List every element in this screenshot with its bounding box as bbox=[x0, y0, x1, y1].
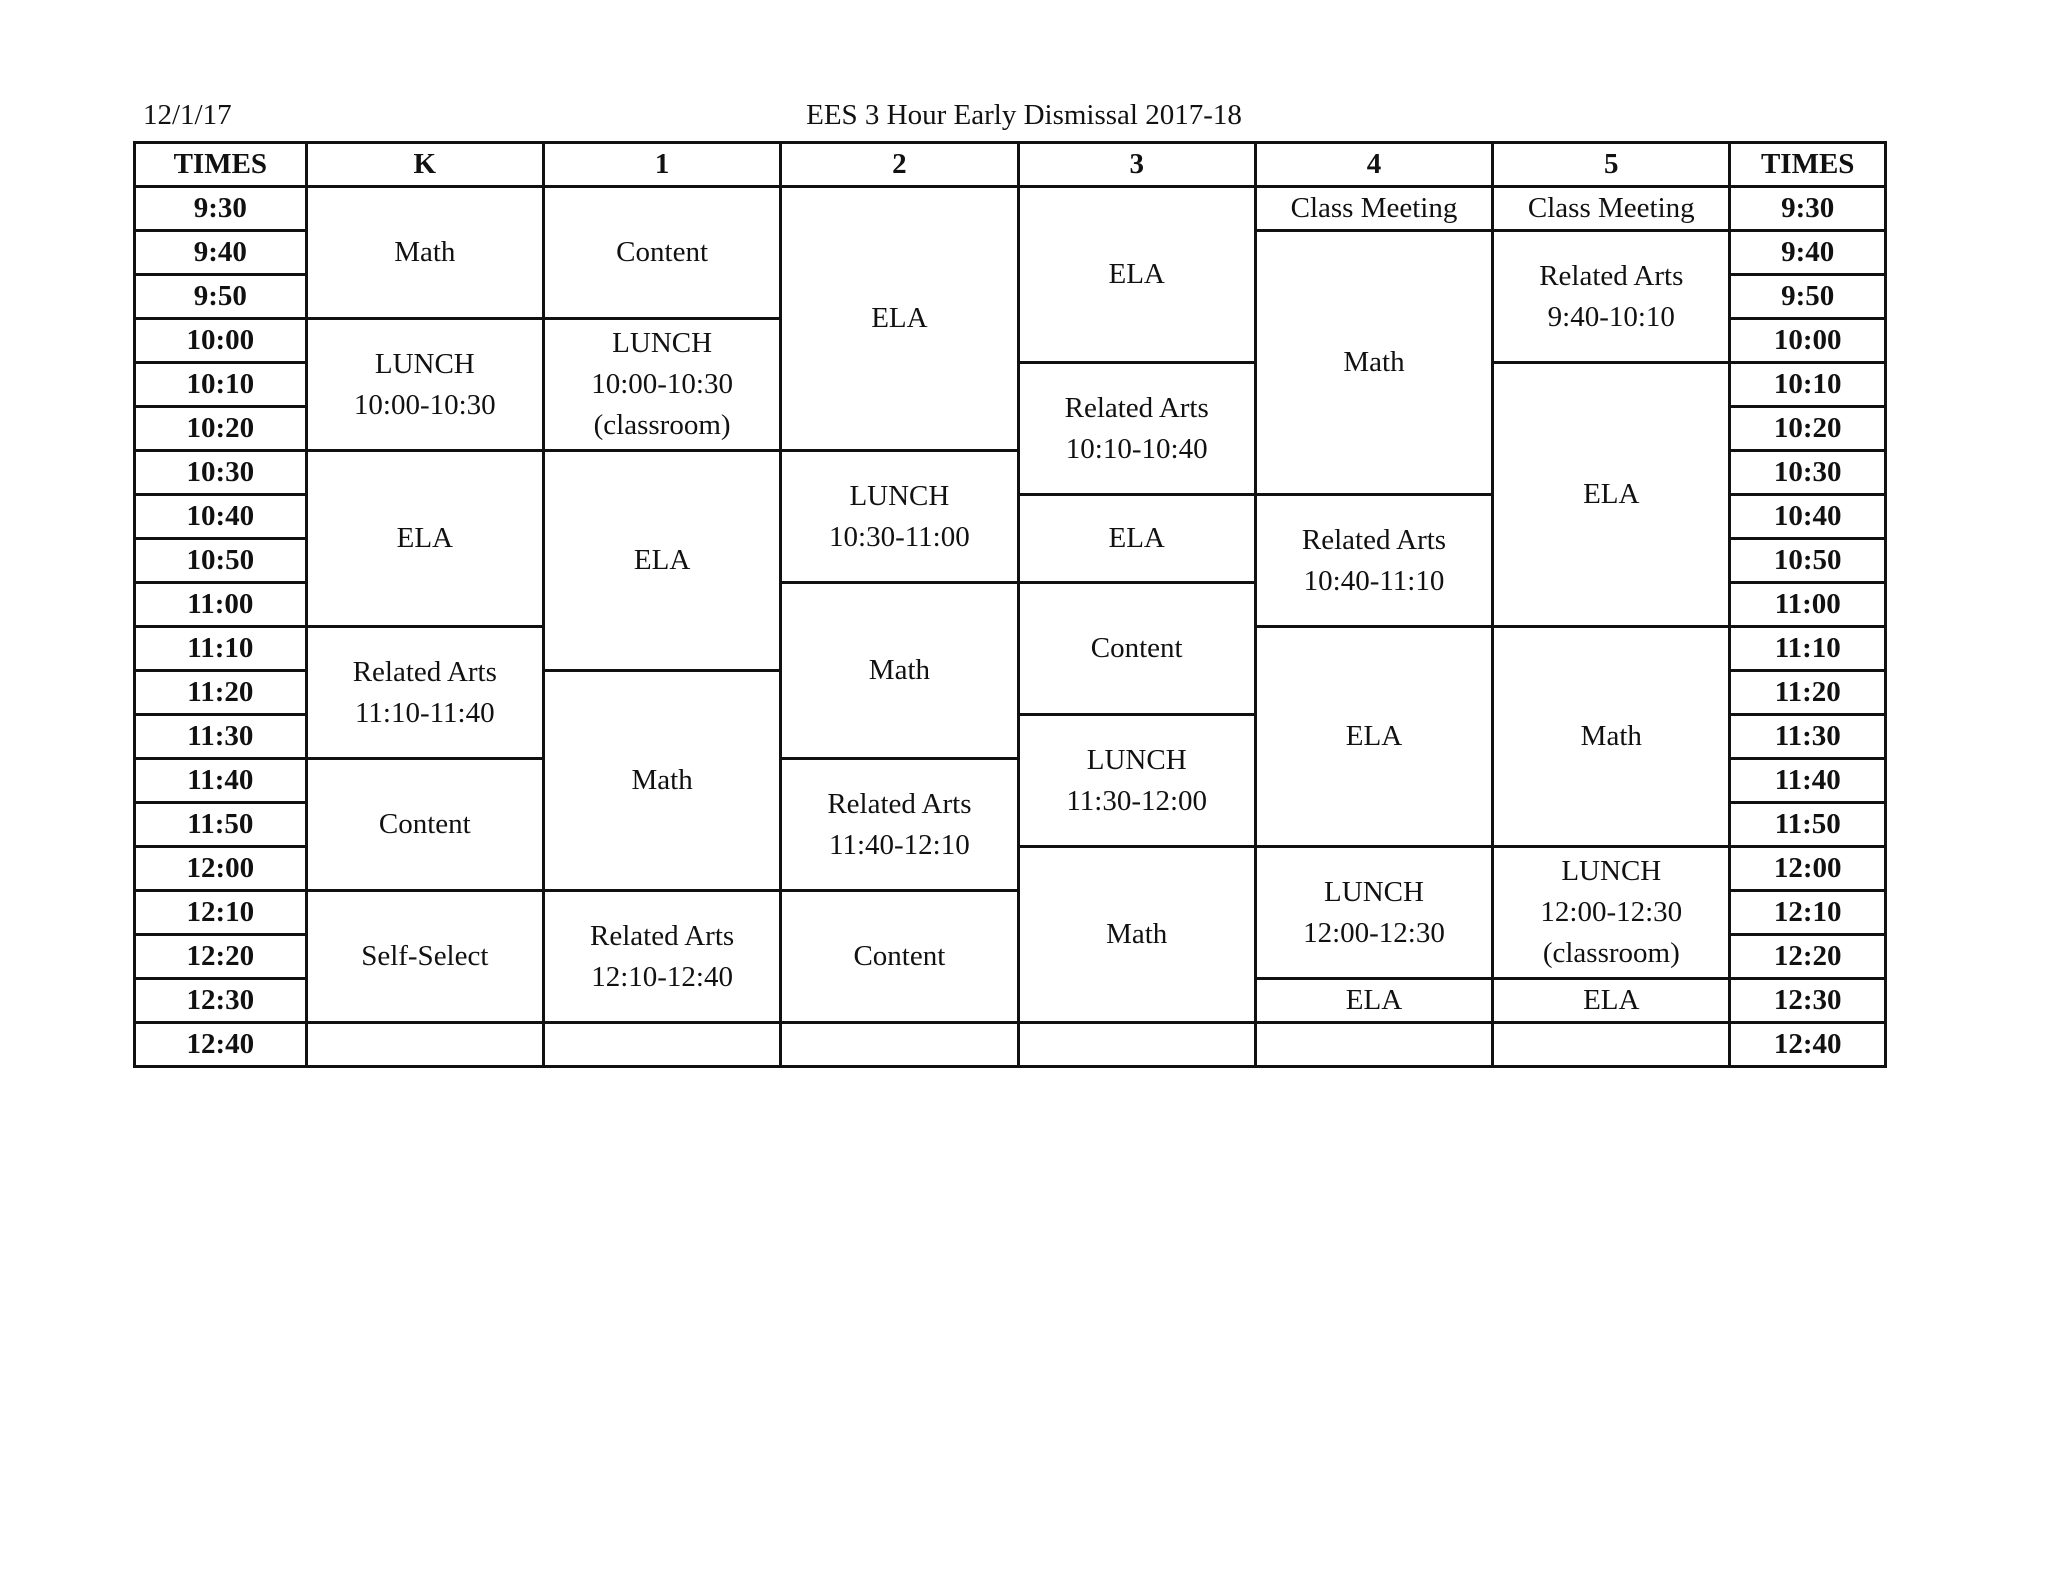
block-line: Math bbox=[868, 654, 930, 686]
block-4-ela bbox=[1255, 627, 1492, 847]
block-line: ELA bbox=[1108, 258, 1165, 290]
schedule-table bbox=[133, 141, 1887, 1068]
block-k-math bbox=[306, 187, 543, 319]
block-line: Math bbox=[1106, 918, 1168, 950]
time-cell: 11:20 bbox=[135, 671, 307, 715]
block-line: LUNCH bbox=[612, 327, 713, 359]
block-5-ela bbox=[1493, 979, 1730, 1023]
block-3-ela bbox=[1018, 495, 1255, 583]
block-line: Related Arts bbox=[352, 655, 497, 688]
time-cell: 9:30 bbox=[1730, 187, 1886, 231]
time-cell: 10:10 bbox=[135, 363, 307, 407]
time-cell: 11:20 bbox=[1730, 671, 1886, 715]
time-cell: 12:10 bbox=[135, 891, 307, 935]
column-header-grade-3: 3 bbox=[1018, 143, 1255, 187]
block-5-ela bbox=[1493, 363, 1730, 627]
empty-cell bbox=[543, 1023, 780, 1067]
block-3-lunch bbox=[1018, 715, 1255, 847]
block-line: 11:10-11:40 bbox=[354, 696, 495, 729]
schedule-date: 12/1/17 bbox=[143, 99, 232, 131]
block-1-math bbox=[543, 671, 780, 891]
block-3-related-arts bbox=[1018, 363, 1255, 495]
empty-cell bbox=[1018, 1023, 1255, 1067]
time-cell: 9:40 bbox=[1730, 231, 1886, 275]
time-cell: 12:40 bbox=[135, 1023, 307, 1067]
time-cell: 10:30 bbox=[1730, 451, 1886, 495]
block-5-class-meeting bbox=[1493, 187, 1730, 231]
column-header-k: K bbox=[306, 143, 543, 187]
block-line: 12:10-12:40 bbox=[591, 960, 733, 993]
header-row bbox=[135, 143, 1886, 187]
time-cell: 10:40 bbox=[135, 495, 307, 539]
block-line: ELA bbox=[1583, 984, 1640, 1016]
empty-cell bbox=[1255, 1023, 1492, 1067]
table-row bbox=[135, 1023, 1886, 1067]
block-3-content bbox=[1018, 583, 1255, 715]
block-4-lunch bbox=[1255, 847, 1492, 979]
block-2-content bbox=[781, 891, 1018, 1023]
block-line: 11:30-12:00 bbox=[1066, 784, 1208, 817]
column-header-grade-4: 4 bbox=[1255, 143, 1492, 187]
block-line: ELA bbox=[1345, 984, 1403, 1016]
block-k-lunch bbox=[306, 319, 543, 451]
block-5-lunch bbox=[1493, 847, 1730, 979]
time-cell: 11:50 bbox=[135, 803, 307, 847]
block-1-content bbox=[543, 187, 780, 319]
time-cell: 11:30 bbox=[1730, 715, 1886, 759]
block-line: LUNCH bbox=[849, 479, 950, 512]
block-k-self-select bbox=[306, 891, 543, 1023]
block-4-related-arts bbox=[1255, 495, 1492, 627]
time-cell: 12:40 bbox=[1730, 1023, 1886, 1067]
empty-cell bbox=[781, 1023, 1018, 1067]
block-line: 10:00-10:30 bbox=[353, 388, 496, 421]
block-line: ELA bbox=[396, 522, 453, 554]
column-header-times-left: TIMES bbox=[135, 143, 307, 187]
empty-cell bbox=[306, 1023, 543, 1067]
block-line: Math bbox=[1580, 720, 1642, 752]
time-cell: 10:10 bbox=[1730, 363, 1886, 407]
block-4-math bbox=[1255, 231, 1492, 495]
time-cell: 11:00 bbox=[135, 583, 307, 627]
block-line: ELA bbox=[871, 302, 928, 334]
table-row bbox=[135, 187, 1886, 231]
block-2-lunch bbox=[781, 451, 1018, 583]
block-4-class-meeting bbox=[1255, 187, 1492, 231]
block-line: Content bbox=[378, 808, 471, 840]
time-cell: 10:50 bbox=[135, 539, 307, 583]
block-line: Math bbox=[631, 764, 693, 796]
block-line: Math bbox=[394, 236, 456, 268]
block-2-ela bbox=[781, 187, 1018, 451]
time-cell: 11:40 bbox=[1730, 759, 1886, 803]
block-line: (classroom) bbox=[593, 409, 731, 441]
time-cell: 11:30 bbox=[135, 715, 307, 759]
time-cell: 9:50 bbox=[1730, 275, 1886, 319]
block-line: Related Arts bbox=[1301, 523, 1447, 556]
column-header-grade-1: 1 bbox=[543, 143, 780, 187]
column-header-times-right: TIMES bbox=[1730, 143, 1886, 187]
time-cell: 9:50 bbox=[135, 275, 307, 319]
time-cell: 11:10 bbox=[135, 627, 307, 671]
block-line: Math bbox=[1343, 346, 1405, 378]
block-line: Content bbox=[616, 236, 709, 268]
block-line: ELA bbox=[1583, 478, 1640, 510]
block-2-related-arts bbox=[781, 759, 1018, 891]
time-cell: 10:40 bbox=[1730, 495, 1886, 539]
block-line: ELA bbox=[1345, 720, 1403, 752]
block-k-content bbox=[306, 759, 543, 891]
block-line: 10:10-10:40 bbox=[1065, 432, 1208, 465]
block-line: 11:40-12:10 bbox=[829, 828, 970, 861]
time-cell: 11:50 bbox=[1730, 803, 1886, 847]
block-line: LUNCH bbox=[374, 347, 475, 380]
time-cell: 10:20 bbox=[1730, 407, 1886, 451]
block-line: 12:00-12:30 bbox=[1303, 916, 1445, 949]
time-cell: 10:20 bbox=[135, 407, 307, 451]
block-line: (classroom) bbox=[1542, 937, 1680, 969]
time-cell: 12:10 bbox=[1730, 891, 1886, 935]
time-cell: 11:00 bbox=[1730, 583, 1886, 627]
block-line: 9:40-10:10 bbox=[1547, 300, 1675, 333]
time-cell: 10:00 bbox=[1730, 319, 1886, 363]
block-line: LUNCH bbox=[1086, 743, 1187, 776]
block-1-related-arts bbox=[543, 891, 780, 1023]
block-line: Related Arts bbox=[827, 787, 972, 820]
block-1-lunch bbox=[543, 319, 780, 451]
block-line: ELA bbox=[1108, 522, 1165, 554]
block-line: 10:00-10:30 bbox=[591, 368, 733, 400]
block-3-ela bbox=[1018, 187, 1255, 363]
block-line: Self-Select bbox=[361, 940, 489, 972]
block-line: Class Meeting bbox=[1290, 192, 1458, 224]
time-cell: 12:00 bbox=[1730, 847, 1886, 891]
column-header-grade-2: 2 bbox=[781, 143, 1018, 187]
time-cell: 10:00 bbox=[135, 319, 307, 363]
time-cell: 12:30 bbox=[1730, 979, 1886, 1023]
block-3-math bbox=[1018, 847, 1255, 1023]
block-5-math bbox=[1493, 627, 1730, 847]
column-header-grade-5: 5 bbox=[1493, 143, 1730, 187]
time-cell: 12:20 bbox=[135, 935, 307, 979]
block-line: Content bbox=[853, 940, 946, 972]
block-line: ELA bbox=[633, 544, 691, 576]
block-1-ela bbox=[543, 451, 780, 671]
block-2-math bbox=[781, 583, 1018, 759]
time-cell: 11:40 bbox=[135, 759, 307, 803]
schedule-table-frame bbox=[133, 141, 1887, 1060]
block-4-ela bbox=[1255, 979, 1492, 1023]
time-cell: 9:30 bbox=[135, 187, 307, 231]
time-cell: 11:10 bbox=[1730, 627, 1886, 671]
empty-cell bbox=[1493, 1023, 1730, 1067]
block-line: 12:00-12:30 bbox=[1540, 896, 1683, 928]
time-cell: 10:50 bbox=[1730, 539, 1886, 583]
block-line: LUNCH bbox=[1561, 855, 1662, 887]
block-line: Related Arts bbox=[590, 919, 735, 952]
block-k-related-arts bbox=[306, 627, 543, 759]
block-line: Content bbox=[1090, 632, 1183, 664]
block-k-ela bbox=[306, 451, 543, 627]
block-5-related-arts bbox=[1493, 231, 1730, 363]
time-cell: 9:40 bbox=[135, 231, 307, 275]
time-cell: 12:30 bbox=[135, 979, 307, 1023]
block-line: Class Meeting bbox=[1527, 192, 1695, 224]
block-line: LUNCH bbox=[1324, 875, 1424, 908]
block-line: 10:40-11:10 bbox=[1303, 564, 1445, 597]
time-cell: 12:20 bbox=[1730, 935, 1886, 979]
block-line: Related Arts bbox=[1539, 259, 1684, 292]
time-cell: 10:30 bbox=[135, 451, 307, 495]
block-line: Related Arts bbox=[1064, 391, 1209, 424]
block-line: 10:30-11:00 bbox=[829, 520, 970, 553]
time-cell: 12:00 bbox=[135, 847, 307, 891]
schedule-title: EES 3 Hour Early Dismissal 2017-18 bbox=[806, 99, 1242, 131]
